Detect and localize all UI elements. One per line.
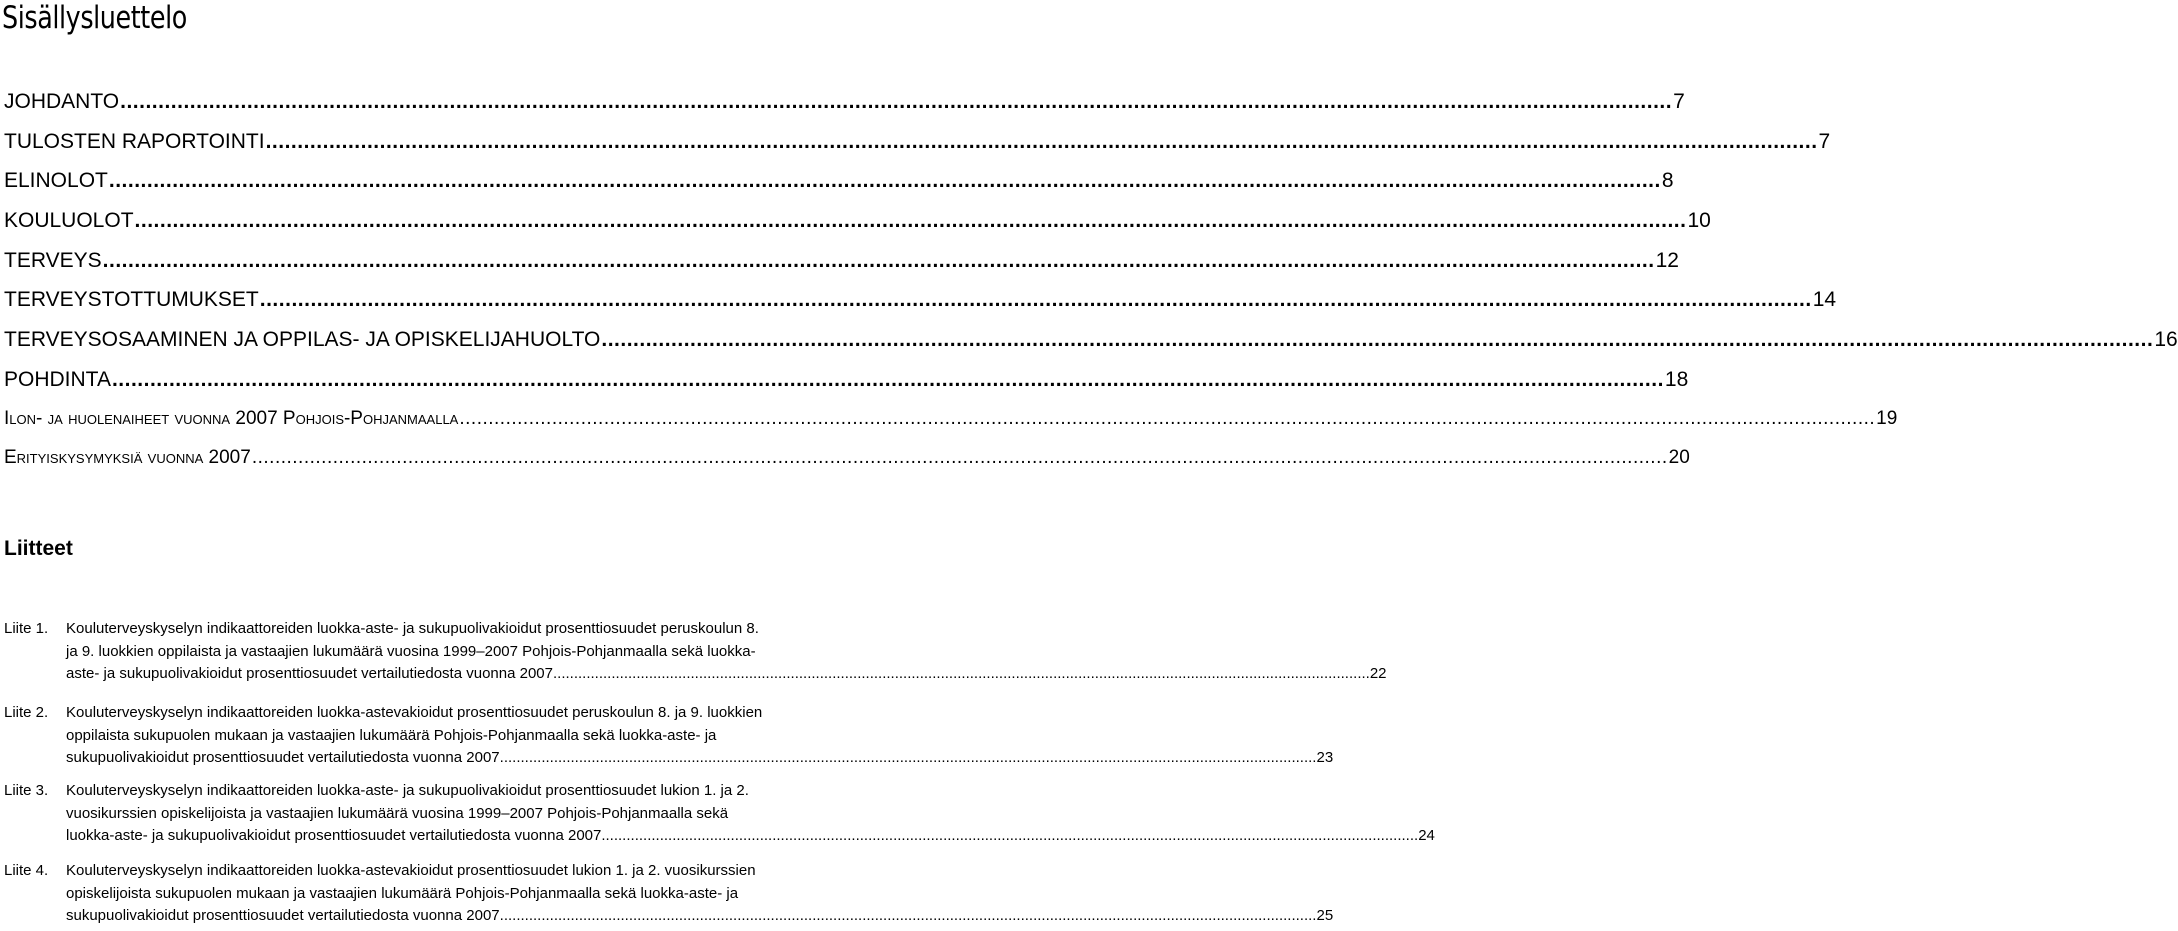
toc-entry[interactable] bbox=[4, 209, 1711, 249]
appendix-line: ja 9. luokkien oppilaista ja vastaajien lukumäärä vuosina 1999–2007 Pohjois-Pohjanmaalla sekä luokka- bbox=[66, 642, 756, 660]
toc-entry-page: 12 bbox=[1655, 248, 1679, 272]
toc-entry-page: 7 bbox=[1673, 90, 1685, 113]
appendix-page: 23 bbox=[1316, 749, 1334, 766]
appendix-line-text: luokka-aste- ja sukupuolivakioidut prosenttiosuudet vertailutiedosta vuonna 2007. bbox=[66, 827, 606, 844]
appendix-line: opiskelijoista sukupuolen mukaan ja vastaajien lukumäärä Pohjois-Pohjanmaalla sekä luokka-aste- ja bbox=[66, 884, 739, 902]
appendix-line: Kouluterveyskyselyn indikaattoreiden luokka-aste- ja sukupuolivakioidut prosenttiosuudet peruskoulun 8. bbox=[66, 620, 759, 637]
appendix-label: Liite 1. bbox=[4, 620, 49, 637]
appendix-page: 25 bbox=[1316, 907, 1334, 924]
toc-entry[interactable] bbox=[4, 129, 1831, 170]
toc-subentry[interactable] bbox=[4, 407, 1898, 448]
toc-entry-title: TULOSTEN RAPORTOINTI bbox=[4, 129, 265, 153]
appendix-line-text: aste- ja sukupuolivakioidut prosenttiosuudet vertailutiedosta vuonna 2007. bbox=[66, 665, 558, 682]
appendix-page: 24 bbox=[1418, 827, 1435, 844]
toc-entry-page: 16 bbox=[2154, 328, 2178, 352]
appendix-entry[interactable] bbox=[4, 702, 1334, 770]
toc-entry-page: 19 bbox=[1876, 407, 1898, 429]
toc-entry-title: JOHDANTO bbox=[4, 90, 120, 113]
appendix-line: vuosikurssien opiskelijoista ja vastaajien lukumäärä vuosina 1999–2007 Pohjois-Pohjanmaalla sekä bbox=[66, 804, 729, 822]
appendix-line-last bbox=[66, 663, 1387, 686]
toc-entry[interactable] bbox=[4, 169, 1674, 209]
appendix-entry[interactable] bbox=[4, 618, 1387, 686]
toc-entry-title: Ilon- ja huolenaiheet vuonna 2007 Pohjois-Pohjanmaalla bbox=[4, 407, 459, 429]
appendix-page: 22 bbox=[1369, 665, 1387, 682]
appendix-entry[interactable] bbox=[4, 860, 1334, 928]
table-of-contents bbox=[4, 90, 2178, 487]
toc-entry-title: TERVEYSTOTTUMUKSET bbox=[4, 288, 259, 312]
toc-entry-page: 8 bbox=[1661, 169, 1674, 193]
appendix-label: Liite 3. bbox=[4, 782, 49, 799]
appendix-line: Kouluterveyskyselyn indikaattoreiden luokka-aste- ja sukupuolivakioidut prosenttiosuudet lukion 1. ja 2. bbox=[66, 782, 749, 799]
appendix-text bbox=[66, 780, 1435, 848]
toc-entry-page: 14 bbox=[1812, 288, 1837, 312]
dot-leader bbox=[601, 328, 2153, 352]
dot-leader bbox=[459, 408, 1875, 430]
dot-leader bbox=[103, 249, 1655, 273]
appendix-line-text: sukupuolivakioidut prosenttiosuudet vertailutiedosta vuonna 2007. bbox=[66, 749, 504, 766]
appendix-text bbox=[66, 702, 1334, 770]
page-title: Sisällysluettelo bbox=[2, 0, 187, 36]
dot-leader bbox=[109, 169, 1661, 193]
toc-entry[interactable] bbox=[4, 288, 1837, 328]
dot-leader bbox=[266, 130, 1818, 154]
appendix-line: oppilaista sukupuolen mukaan ja vastaajien lukumäärä Pohjois-Pohjanmaalla sekä luokka-aste- ja bbox=[66, 726, 717, 744]
dot-leader bbox=[135, 209, 1687, 233]
toc-subentry[interactable] bbox=[4, 447, 1690, 487]
appendix-text bbox=[66, 860, 1334, 928]
toc-entry-title: POHDINTA bbox=[4, 367, 111, 391]
toc-entry-page: 18 bbox=[1664, 367, 1689, 391]
appendix-label: Liite 2. bbox=[4, 704, 49, 721]
appendix-line-text: sukupuolivakioidut prosenttiosuudet vertailutiedosta vuonna 2007. bbox=[66, 907, 504, 924]
appendix-label: Liite 4. bbox=[4, 862, 49, 879]
appendix-line: Kouluterveyskyselyn indikaattoreiden luokka-astevakioidut prosenttiosuudet peruskoulun 8. ja 9. luokkien bbox=[66, 704, 763, 721]
dot-leader bbox=[252, 447, 1668, 469]
toc-entry-title: Erityiskysymyksiä vuonna 2007 bbox=[4, 447, 251, 469]
dot-leader bbox=[557, 663, 1370, 686]
appendix-text bbox=[66, 618, 1387, 686]
toc-entry-title: KOULUOLOT bbox=[4, 209, 134, 233]
toc-entry-page: 20 bbox=[1668, 447, 1690, 469]
toc-entry[interactable] bbox=[4, 90, 1685, 130]
toc-entry-page: 7 bbox=[1818, 129, 1831, 153]
dot-leader bbox=[606, 825, 1419, 848]
toc-entry[interactable] bbox=[4, 367, 1689, 408]
toc-entry-title: TERVEYSOSAAMINEN JA OPPILAS- JA OPISKELIJAHUOLTO bbox=[4, 328, 601, 352]
toc-entry-page: 10 bbox=[1687, 209, 1711, 233]
toc-entry-title: ELINOLOT bbox=[4, 169, 108, 193]
dot-leader bbox=[504, 747, 1317, 770]
dot-leader bbox=[504, 905, 1317, 928]
dot-leader bbox=[120, 90, 1672, 114]
toc-entry[interactable] bbox=[4, 328, 2178, 368]
toc-entry-title: TERVEYS bbox=[4, 248, 102, 272]
appendix-line-last bbox=[66, 825, 1435, 848]
appendix-entry[interactable] bbox=[4, 780, 1435, 848]
toc-entry[interactable] bbox=[4, 248, 1679, 289]
appendix-line-last bbox=[66, 905, 1334, 928]
dot-leader bbox=[112, 368, 1664, 392]
appendix-line: Kouluterveyskyselyn indikaattoreiden luokka-astevakioidut prosenttiosuudet lukion 1. ja 2. vuosikurssien bbox=[66, 862, 756, 879]
dot-leader bbox=[260, 288, 1812, 312]
appendix-heading: Liitteet bbox=[4, 537, 73, 560]
appendix-line-last bbox=[66, 747, 1334, 770]
